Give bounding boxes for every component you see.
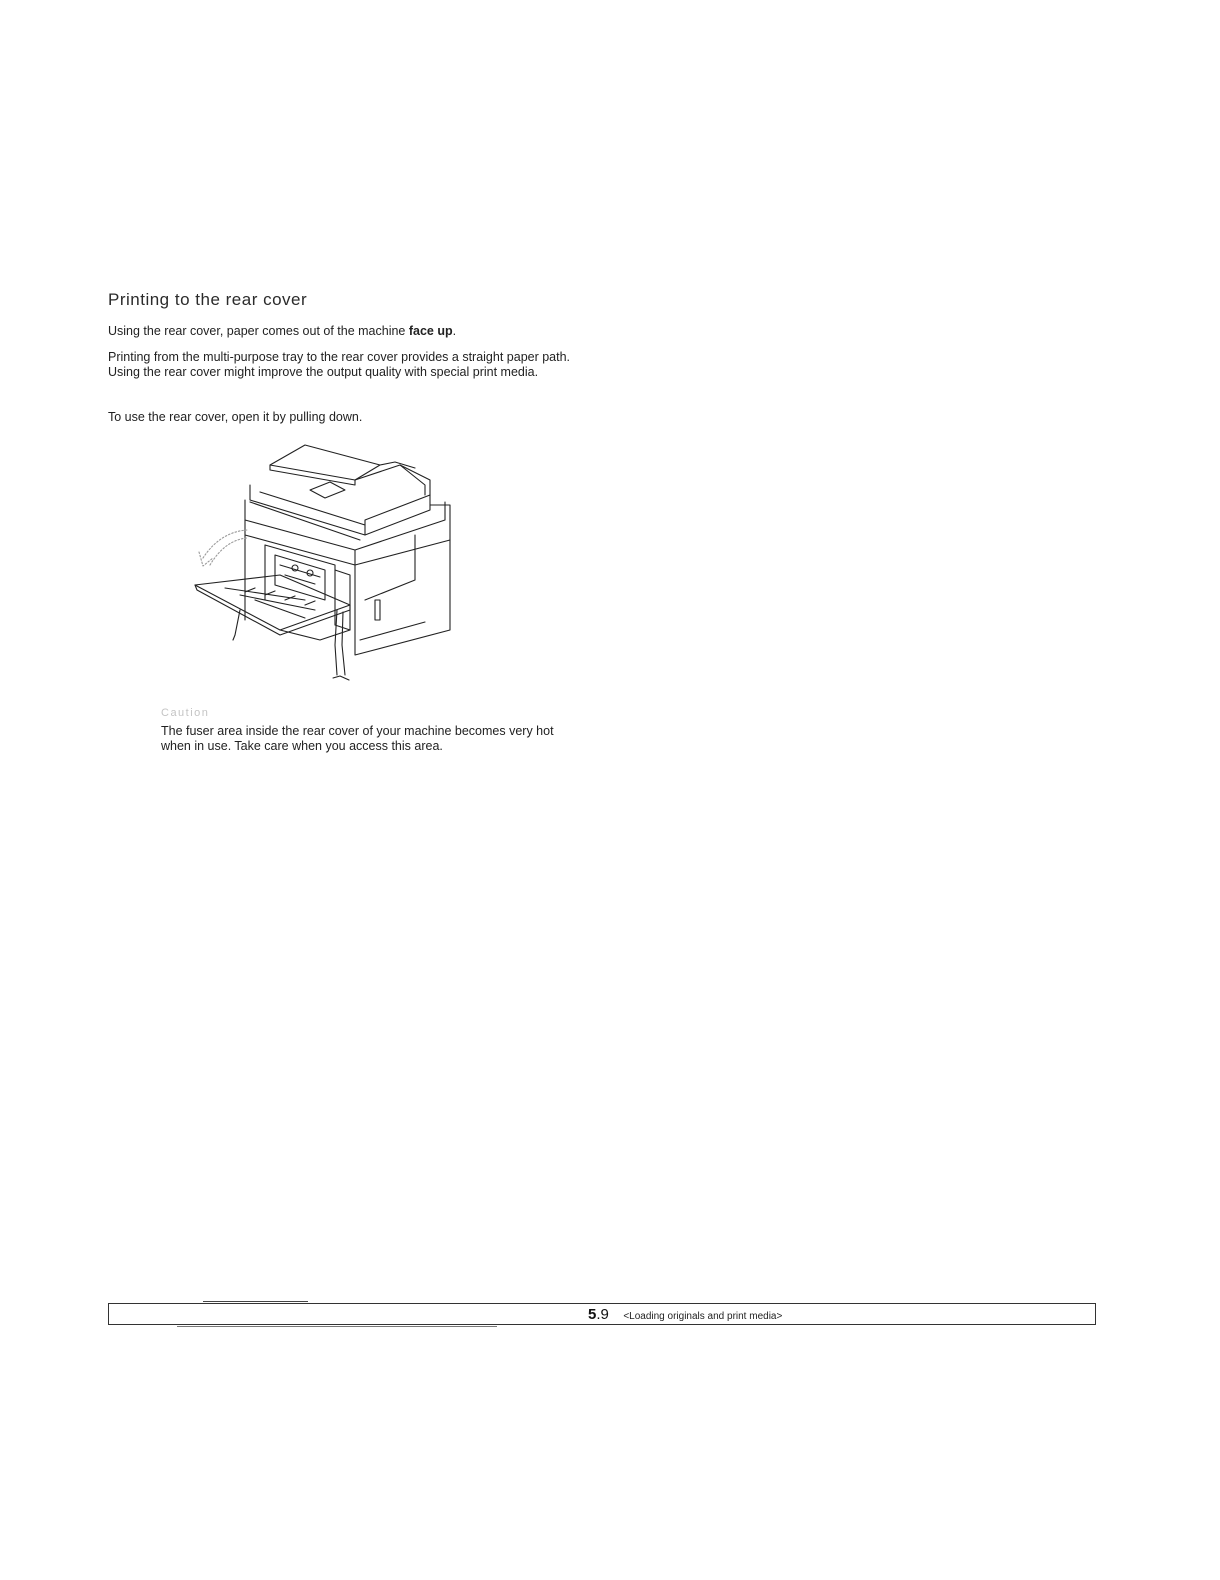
paragraph-face-up-text: Using the rear cover, paper comes out of the machine: [108, 324, 409, 338]
paragraph-open-instructions: To use the rear cover, open it by pulling down.: [108, 410, 363, 424]
footer-rule-bottom: [177, 1326, 497, 1327]
page-in-chapter: .9: [596, 1306, 609, 1323]
footer-rule-top: [203, 1301, 308, 1302]
face-up-emphasis: face up: [408, 324, 453, 338]
printer-rear-cover-illustration: [185, 440, 470, 685]
caution-label: Caution: [161, 707, 210, 719]
caution-text: The fuser area inside the rear cover of your machine becomes very hot when in use. Take care when you access this area.: [161, 724, 554, 753]
footer-content: [588, 1306, 782, 1324]
paragraph-face-up: [108, 324, 578, 339]
chapter-name: <Loading originals and print media>: [623, 1311, 783, 1322]
section-title: Printing to the rear cover: [108, 290, 308, 309]
paragraph-straight-path: Printing from the multi-purpose tray to the rear cover provides a straight paper path. Using the rear cover might improve the output quality with special print media.: [108, 350, 571, 379]
page-footer: [108, 1303, 1096, 1325]
page-number: [588, 1306, 609, 1323]
paragraph-face-up-end: .: [452, 324, 457, 338]
chapter-number: 5: [588, 1306, 597, 1323]
